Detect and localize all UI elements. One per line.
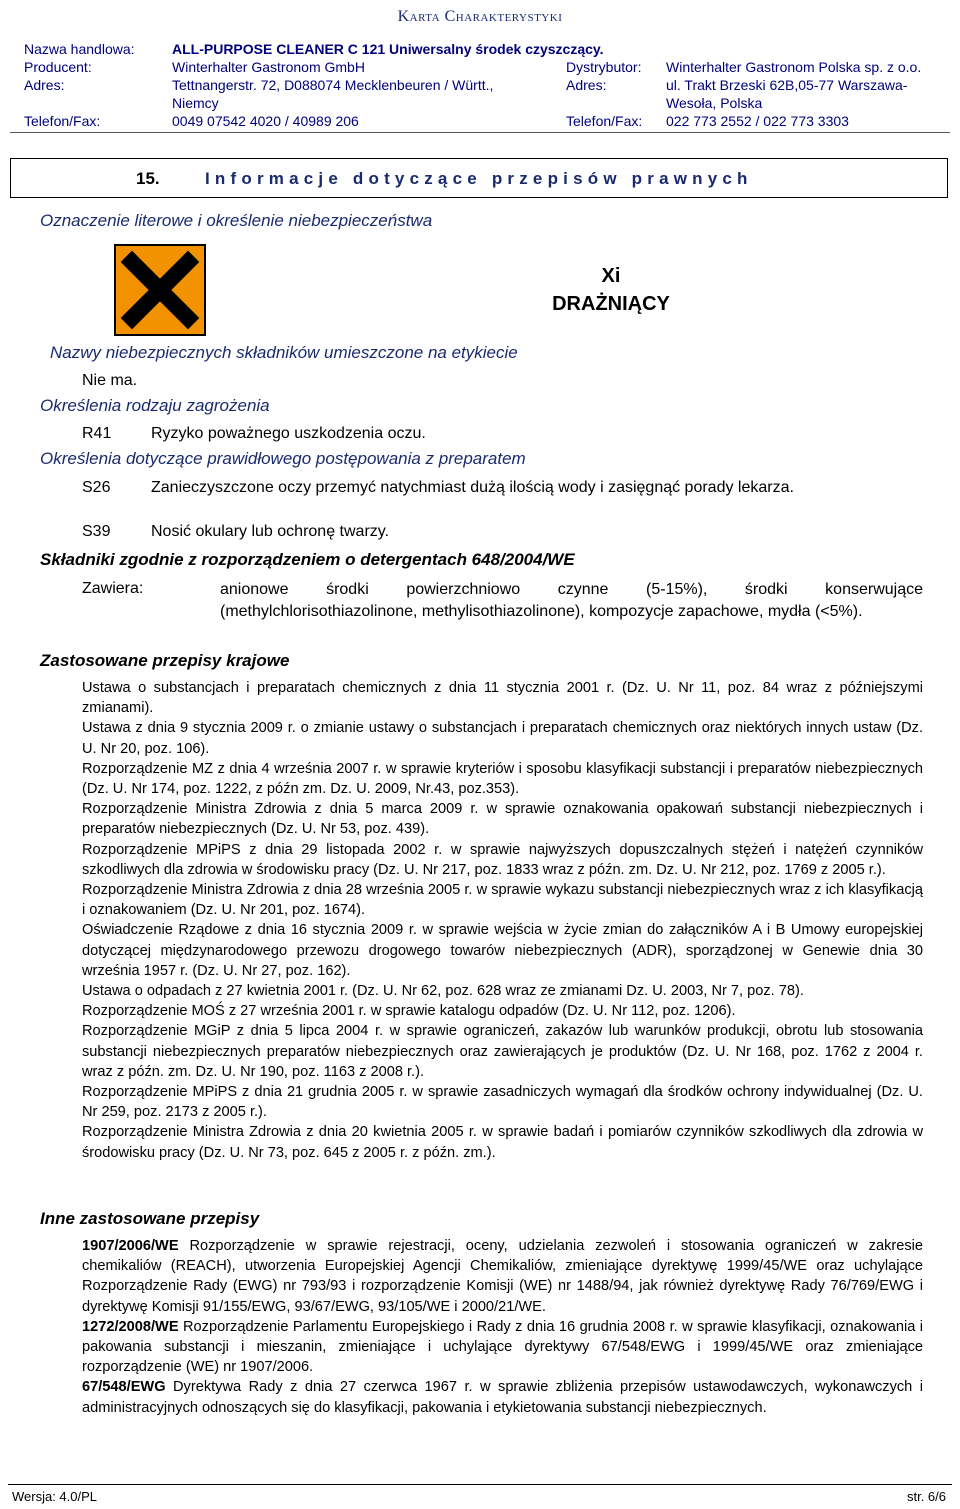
dist-address-value: ul. Trakt Brzeski 62B,05-77 Warszawa-	[666, 77, 908, 93]
other-regulations-list	[82, 1236, 923, 1418]
list-item: Ustawa o odpadach z 27 kwietnia 2001 r. (Dz. U. Nr 62, poz. 628 wraz ze zmianami Dz. U. 2003, Nr 7, poz. 78).	[82, 983, 804, 1000]
contains-value: anionowe środki powierzchniowo czynne (5-15%), środki konserwujące (methylchlorisothiazolinone, methylisothiazolinone), kompozycje zapachowe, mydła (<5%).	[220, 581, 923, 620]
list-item: Rozporządzenie Ministra Zdrowia z dnia 5 marca 2009 r. w sprawie oznakowania opakowań substancji niebezpiecznych i preparatów niebezpiecznych (Dz. U. Nr 53, poz. 439).	[82, 801, 923, 838]
distributor-value: Winterhalter Gastronom Polska sp. z o.o.	[666, 59, 922, 75]
list-item	[82, 1236, 923, 1317]
trade-name-label: Nazwa handlowa:	[24, 41, 135, 57]
r-phrase-code: R41	[82, 425, 112, 442]
list-item: Ustawa z dnia 9 stycznia 2009 r. o zmianie ustawy o substancjach i preparatach chemicznych oraz niektórych innych ustaw (Dz. U. Nr 20, poz. 106).	[82, 720, 923, 757]
list-item: Rozporządzenie MPiPS z dnia 21 grudnia 2005 r. w sprawie zasadniczych wymagań dla środków ochrony indywidualnej (Dz. U. Nr 259, poz. 2173 z 2005 r.).	[82, 1084, 923, 1121]
dist-address-label: Adres:	[566, 77, 607, 93]
dist-phone-value: 022 773 2552 / 022 773 3303	[666, 113, 849, 129]
producer-value: Winterhalter Gastronom GmbH	[172, 59, 365, 75]
national-heading: Zastosowane przepisy krajowe	[40, 651, 290, 670]
footer-version: Wersja: 4.0/PL	[12, 1489, 98, 1504]
regulation-code: 67/548/EWG	[82, 1379, 166, 1396]
list-item: Rozporządzenie Ministra Zdrowia z dnia 20 kwietnia 2005 r. w sprawie badań i pomiarów czynników szkodliwych dla zdrowia w środowisku pracy (Dz. U. Nr 73, poz. 645 z 2005 r. z późn. zm.).	[82, 1124, 923, 1161]
header-divider	[10, 132, 950, 133]
list-item: Rozporządzenie MPiPS z dnia 29 listopada 2002 r. w sprawie najwyższych dopuszczalnych stężeń i natężeń czynników szkodliwych dla zdrowia w środowisku pracy (Dz. U. Nr 217, poz. 1833 wraz z późn. zm. Dz. U. Nr 212, poz. 1769 z 2005 r.).	[82, 841, 923, 878]
regulation-text: Rozporządzenie w sprawie rejestracji, oceny, udzielania zezwoleń i stosowania ograniczeń w zakresie chemikaliów (REACH), utworzenia Europejskiej Agencji Chemikaliów, zmieniające dyrektywę 1999/45/WE oraz uchylające Rozporządzenie Rady (EWG) nr 793/93 i rozporządzenie Komisji (WE) nr 1488/94, jak również dyrektywę Rady 76/769/EWG i dyrektywę Komisji 91/155/EWG, 93/67/EWG, 93/105/WE i 2000/21/WE.	[82, 1238, 923, 1315]
address-value: Tettnangerstr. 72, D088074 Mecklenbeuren / Württ.,	[172, 77, 494, 93]
hazard-symbol-text	[540, 262, 682, 318]
irritant-x-icon	[114, 244, 206, 336]
list-item: Ustawa o substancjach i preparatach chemicznych z dnia 11 stycznia 2001 r. (Dz. U. Nr 11, poz. 84 wraz z późniejszymi zmianami).	[82, 680, 923, 717]
other-heading: Inne zastosowane przepisy	[40, 1209, 260, 1228]
list-item	[82, 1377, 923, 1417]
contains-label: Zawiera:	[82, 580, 144, 597]
footer-page-number: str. 6/6	[906, 1489, 946, 1504]
hazard-name: DRAŻNIĄCY	[552, 293, 670, 315]
trade-name-value: ALL-PURPOSE CLEANER C 121 Uniwersalny środek czyszczący.	[172, 41, 604, 57]
list-item	[82, 1317, 923, 1378]
footer-divider	[8, 1484, 952, 1485]
labels-heading: Nazwy niebezpiecznych składników umieszczone na etykiecie	[50, 343, 518, 362]
address-value-line2: Niemcy	[172, 95, 219, 111]
dist-phone-label: Telefon/Fax:	[566, 113, 643, 129]
s-phrase-code: S26	[82, 479, 111, 496]
producer-label: Producent:	[24, 59, 92, 75]
list-item: Rozporządzenie Ministra Zdrowia z dnia 28 września 2005 r. w sprawie wykazu substancji niebezpiecznych wraz z ich klasyfikacją i oznakowaniem (Dz. U. Nr 201, poz. 1674).	[82, 882, 923, 919]
list-item: Rozporządzenie MOŚ z 27 września 2001 r. w sprawie katalogu odpadów (Dz. U. Nr 112, poz. 1206).	[82, 1003, 736, 1020]
national-regulations-list	[82, 678, 923, 1163]
regulation-text: Rozporządzenie Parlamentu Europejskiego i Rady z dnia 16 grudnia 2008 r. w sprawie klasyfikacji, oznakowania i pakowania substancji i mieszanin, zmieniające i uchylające dyrektywy 67/548/EWG i 1999/45/WE oraz zmieniające rozporządzenie (WE) nr 1907/2006.	[82, 1318, 923, 1376]
phone-value: 0049 07542 4020 / 40989 206	[172, 113, 359, 129]
list-item: Oświadczenie Rządowe z dnia 16 stycznia 2009 r. w sprawie wejścia w życie zmian do załączników A i B Umowy europejskiej dotyczącej międzynarodowego przewozu drogowego towarów niebezpiecznych (ADR), sporządzonej w Genewie dnia 30 września 1957 r. (Dz. U. Nr 27, poz. 162).	[82, 922, 923, 979]
hazard-heading: Oznaczenie literowe i określenie niebezpieczeństwa	[40, 211, 433, 230]
regulation-text: Dyrektywa Rady z dnia 27 czerwca 1967 r. w sprawie zbliżenia przepisów ustawodawczych, wykonawczych i administracyjnych odnoszących się do klasyfikacji, pakowania i etykietowania substancji niebezpiecznych.	[82, 1379, 923, 1416]
dist-address-value-line2: Wesoła, Polska	[666, 95, 763, 111]
r-phrase-text: Ryzyko poważnego uszkodzenia oczu.	[151, 425, 426, 442]
section-number: 15.	[136, 169, 160, 188]
r-phrases-heading: Określenia rodzaju zagrożenia	[40, 396, 270, 415]
document-title: Karta Charakterystyki	[397, 8, 563, 25]
labels-value: Nie ma.	[82, 372, 138, 389]
phone-label: Telefon/Fax:	[24, 113, 101, 129]
distributor-label: Dystrybutor:	[566, 59, 642, 75]
hazard-code: Xi	[601, 265, 621, 287]
regulation-code: 1272/2008/WE	[82, 1318, 179, 1335]
s-phrase-text: Nosić okulary lub ochronę twarzy.	[151, 523, 390, 540]
s-phrase-text: Zanieczyszczone oczy przemyć natychmiast dużą ilością wody i zasięgnąć porady lekarza.	[151, 479, 794, 496]
detergent-heading: Składniki zgodnie z rozporządzeniem o detergentach 648/2004/WE	[40, 550, 575, 569]
list-item: Rozporządzenie MGiP z dnia 5 lipca 2004 r. w sprawie ograniczeń, zakazów lub warunków produkcji, obrotu lub stosowania substancji niebezpiecznych preparatów niebezpiecznych oraz zawierających je produktów (Dz. U. Nr 168, poz. 1762 z 2004 r. wraz z późn. zm. Dz. U. Nr 190, poz. 1163 z 2008 r.).	[82, 1023, 923, 1080]
section-title: Informacje dotyczące przepisów prawnych	[205, 169, 753, 188]
s-phrase-code: S39	[82, 523, 111, 540]
s-phrases-heading: Określenia dotyczące prawidłowego postępowania z preparatem	[40, 449, 526, 468]
regulation-code: 1907/2006/WE	[82, 1238, 179, 1254]
address-label: Adres:	[24, 77, 65, 93]
list-item: Rozporządzenie MZ z dnia 4 września 2007 r. w sprawie kryteriów i sposobu klasyfikacji substancji i preparatów niebezpiecznych (Dz. U. Nr 174, poz. 1222, z późn zm. Dz. U. 2009, Nr.43, poz.353).	[82, 760, 923, 798]
